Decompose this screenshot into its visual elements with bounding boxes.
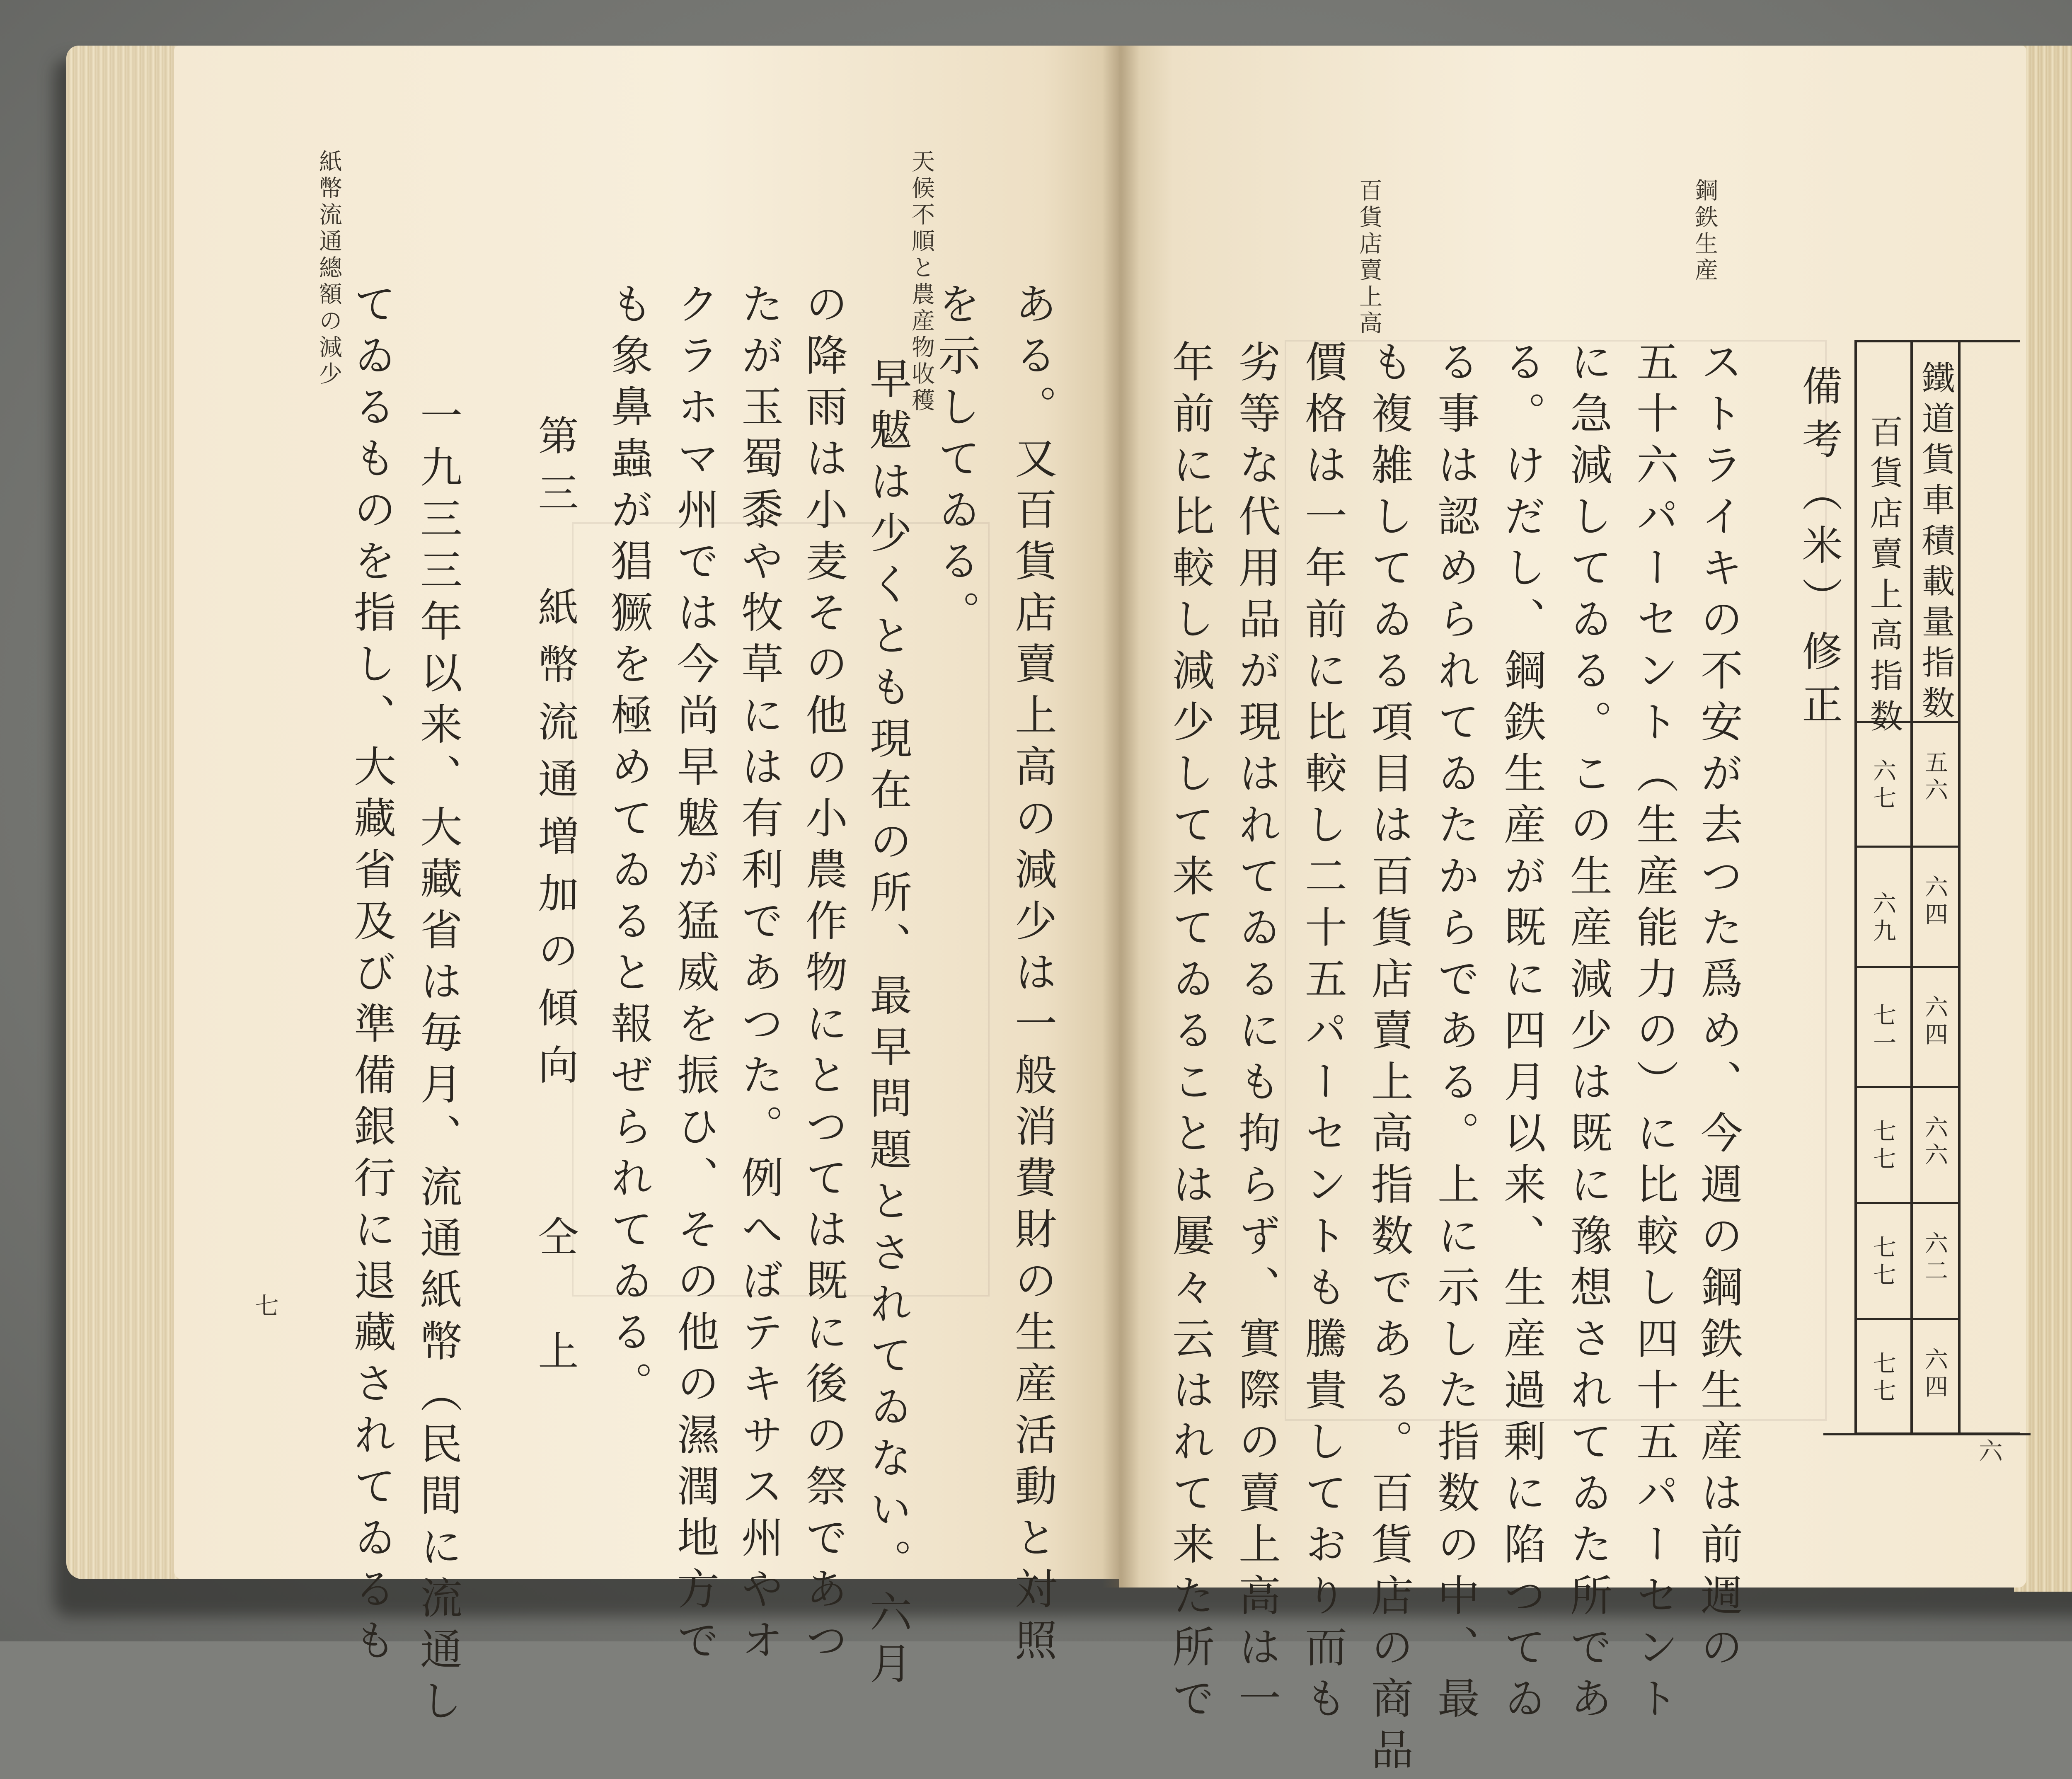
table-cell: 六四	[1921, 875, 1948, 929]
right-col-8: 劣等な代用品が現はれてゐるにも拘らず、實際の賣上高は一	[1232, 340, 1281, 1728]
table-row-label-freight: 鐵道貨車積載量指数	[1916, 361, 1955, 726]
right-col-3: に急減してゐる。この生産減少は既に豫想されてゐた所であ	[1563, 340, 1612, 1728]
table-row-divider	[1857, 1086, 1960, 1088]
right-col-1: ストライキの不安が去つた爲め、今週の鋼鉄生産は前週の	[1694, 340, 1743, 1676]
table-cell: 七七	[1869, 1351, 1896, 1406]
left-margin-note-crops: 天候不順と農産物收穫	[908, 149, 935, 414]
right-page-number: 六	[1975, 1438, 2003, 1462]
table-line-mid	[1910, 340, 1913, 1432]
right-col-4: る。けだし、鋼鉄生産が既に四月以来、生産過剰に陷つてゐ	[1497, 340, 1546, 1728]
table-underline	[1823, 1433, 2031, 1435]
right-col-2: 五十六パーセント（生産能力の）に比較し四十五パーセント	[1629, 340, 1679, 1728]
table-row-label-dept-store: 百貨店賣上高指数	[1864, 414, 1903, 739]
right-col-7: 價格は一年前に比較し二十五パーセントも騰貴しており而も	[1298, 340, 1347, 1728]
table-row-divider	[1857, 966, 1960, 968]
right-margin-note-steel: 鋼鉄生産	[1691, 178, 1718, 284]
right-col-6: も複雑してゐる項目は百貨店賣上高指数である。百貨店の商品	[1364, 340, 1414, 1779]
left-col-7: も象鼻蟲が猖獗を極めてゐると報ぜられてゐる。	[604, 282, 653, 1413]
left-col-5: たが玉蜀黍や牧草には有利であつた。例へばテキサス州やオ	[734, 282, 784, 1670]
table-cell: 六四	[1921, 995, 1948, 1049]
left-col-6: クラホマ州では今尚早魃が猛威を振ひ、その他の濕潤地方で	[670, 282, 719, 1670]
left-margin-note-currency: 紙幣流通總額の減少	[315, 149, 342, 388]
table-cell: 七七	[1869, 1119, 1896, 1174]
right-col-5: る事は認められてゐたからである。上に示した指数の中、最	[1431, 340, 1480, 1728]
left-col-3: 早魃は少くとも現在の所、最早問題とされてゐない。六月	[863, 356, 912, 1693]
table-cell: 七一	[1869, 1003, 1896, 1058]
right-col-9: 年前に比較し減少して来てゐることは屢々云はれて来た所で	[1165, 340, 1215, 1728]
table-cell: 五六	[1921, 750, 1948, 805]
table-remark: 備考（米）修正	[1795, 365, 1842, 736]
table-cell: 六二	[1921, 1231, 1948, 1286]
left-col-10: てゐるものを指し、大藏省及び準備銀行に退藏されてゐるも	[347, 282, 396, 1670]
left-col-4: の降雨は小麦その他の小農作物にとつては既に後の祭であつ	[799, 282, 848, 1670]
left-page-number: 七	[251, 1293, 279, 1317]
left-col-1: ある。又百貨店賣上高の減少は一般消費財の生産活動と対照	[1008, 282, 1057, 1670]
table-line-right	[1958, 340, 1961, 1432]
table-row-divider	[1857, 1318, 1960, 1320]
table-cell: 六九	[1869, 891, 1896, 946]
table-cell: 六七	[1869, 759, 1896, 813]
table-row-divider	[1857, 1202, 1960, 1204]
table-cell: 六六	[1921, 1115, 1948, 1170]
book-gutter	[1102, 46, 1140, 1588]
right-margin-note-dept-store: 百貨店賣上高	[1356, 178, 1382, 337]
table-cell: 七七	[1869, 1235, 1896, 1290]
table-cell: 六四	[1921, 1347, 1948, 1402]
table-row-divider	[1857, 846, 1960, 848]
section-heading-3: 第三 紙幣流通増加の傾向 仝 上	[531, 414, 579, 1387]
left-col-9: 一九三三年以来、大藏省は毎月、流通紙幣（民間に流通し	[413, 394, 462, 1730]
table-line-left	[1854, 340, 1857, 1432]
left-col-2: を示してゐる。	[931, 282, 980, 642]
